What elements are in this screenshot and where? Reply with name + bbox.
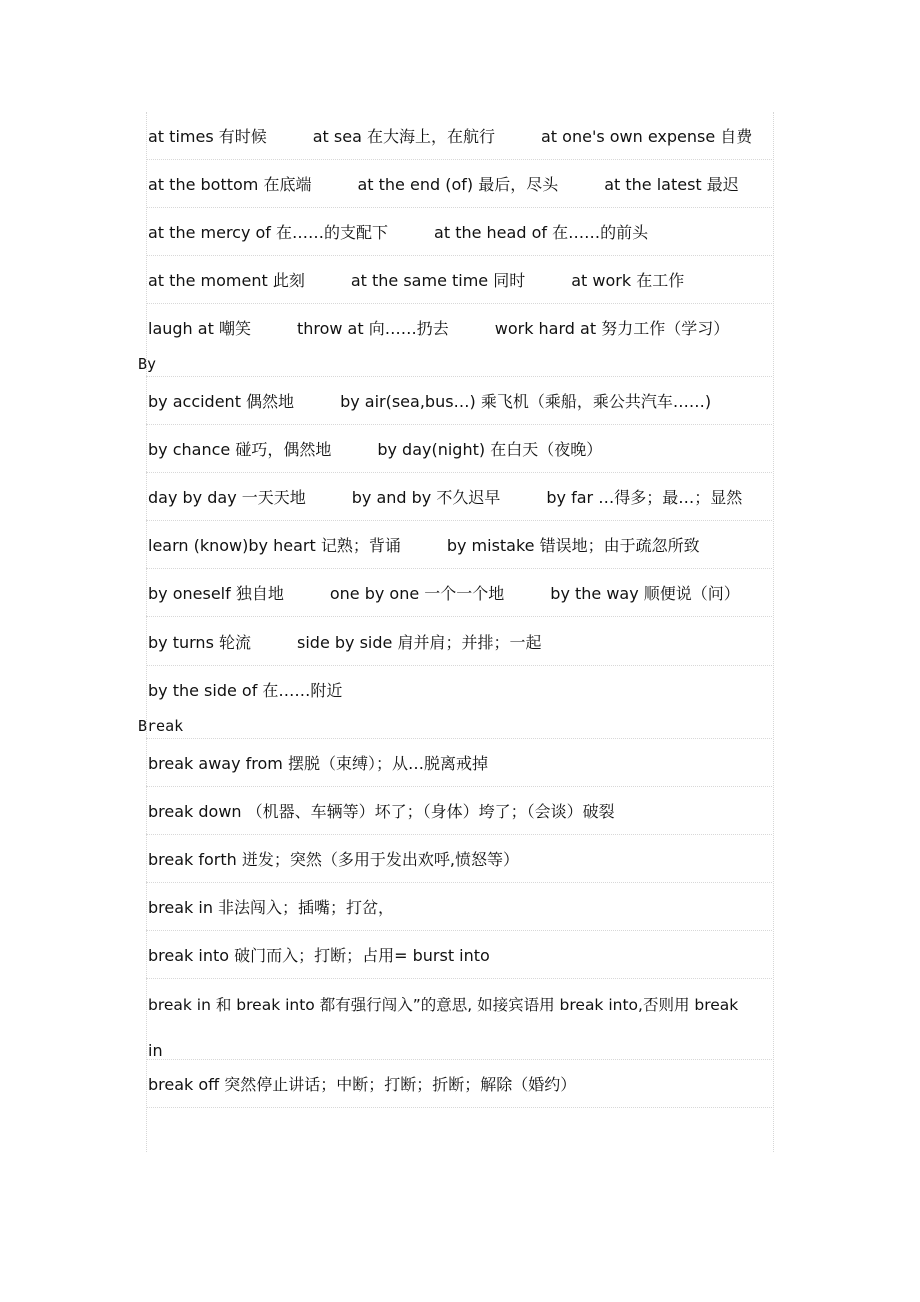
phrase: by chance 碰巧，偶然地 (148, 440, 332, 459)
phrase-row (148, 440, 602, 460)
phrase-row (148, 127, 752, 147)
phrase: at the bottom 在底端 (148, 175, 312, 194)
phrase-row (148, 223, 648, 243)
phrase-row: break in 非法闯入；插嘴；打岔， (148, 898, 395, 917)
row-separator (146, 665, 772, 666)
phrase-row: break down （机器、车辆等）坏了；（身体）垮了；（会谈）破裂 (148, 802, 615, 821)
row-separator (146, 568, 772, 569)
phrase: work hard at 努力工作（学习） (494, 319, 730, 338)
phrase: at the latest 最迟 (604, 175, 739, 194)
row-separator (146, 1107, 772, 1108)
phrase-row: break into 破门而入；打断；占用= burst into (148, 946, 490, 965)
phrase-row: break forth 迸发；突然（多用于发出欢呼,愤怒等） (148, 850, 519, 869)
row-separator (146, 207, 772, 208)
phrase: by far …得多；最…；显然 (546, 488, 743, 507)
phrase: side by side 肩并肩；并排；一起 (297, 633, 542, 652)
row-separator (146, 424, 772, 425)
phrase-row (148, 271, 684, 291)
phrase: throw at 向……扔去 (296, 319, 449, 338)
section-heading-by: By (138, 355, 157, 373)
row-separator (146, 255, 772, 256)
phrase: by and by 不久迟早 (351, 488, 501, 507)
phrase: at the head of 在……的前头 (434, 223, 649, 242)
phrase-row (148, 584, 740, 604)
phrase: by turns 轮流 (148, 633, 251, 652)
row-separator (146, 376, 772, 377)
row-separator (146, 616, 772, 617)
phrase: at work 在工作 (571, 271, 685, 290)
row-separator (146, 520, 772, 521)
phrase: by air(sea,bus…) 乘飞机（乘船，乘公共汽车……) (340, 392, 712, 411)
row-separator (146, 159, 772, 160)
phrase-row (148, 392, 711, 412)
phrase-row (148, 536, 700, 556)
phrase: at times 有时候 (148, 127, 267, 146)
phrase: learn (know)by heart 记熟；背诵 (148, 536, 401, 555)
phrase-row (148, 175, 739, 195)
phrase-row (148, 633, 541, 653)
row-separator (146, 472, 772, 473)
row-separator (146, 303, 772, 304)
row-separator (146, 882, 772, 883)
row-separator (146, 978, 772, 979)
phrase: at the mercy of 在……的支配下 (148, 223, 389, 242)
phrase: by day(night) 在白天（夜晚） (377, 440, 603, 459)
phrase: at sea 在大海上，在航行 (312, 127, 495, 146)
phrase: day by day 一天天地 (148, 488, 306, 507)
row-separator (146, 786, 772, 787)
phrase: by the side of 在……附近 (148, 681, 343, 700)
phrase-row: break in 和 break into 都有强行闯入”的意思, 如接宾语用 break into,否则用 break (148, 996, 739, 1014)
row-separator (146, 1059, 772, 1060)
section-heading-break: Break (138, 717, 184, 735)
phrase: by the way 顺便说（问） (550, 584, 740, 603)
phrase: at one's own expense 自费 (541, 127, 753, 146)
row-separator (146, 738, 772, 739)
phrase: laugh at 嘲笑 (148, 319, 251, 338)
phrase-row (148, 488, 742, 508)
phrase: by oneself 独自地 (148, 584, 284, 603)
row-separator (146, 930, 772, 931)
phrase-row (148, 319, 729, 339)
phrase: at the same time 同时 (350, 271, 526, 290)
phrase-row-continuation: in (148, 1041, 163, 1060)
phrase: one by one 一个一个地 (329, 584, 505, 603)
phrase: by accident 偶然地 (148, 392, 295, 411)
phrase-row (148, 681, 342, 701)
row-separator (146, 834, 772, 835)
phrase-row: break away from 摆脱（束缚）；从…脱离戒掉 (148, 754, 488, 773)
phrase: at the end (of) 最后，尽头 (357, 175, 559, 194)
phrase: at the moment 此刻 (148, 271, 305, 290)
phrase-row: break off 突然停止讲话；中断；打断；折断；解除（婚约） (148, 1075, 577, 1094)
phrase: by mistake 错误地；由于疏忽所致 (446, 536, 700, 555)
